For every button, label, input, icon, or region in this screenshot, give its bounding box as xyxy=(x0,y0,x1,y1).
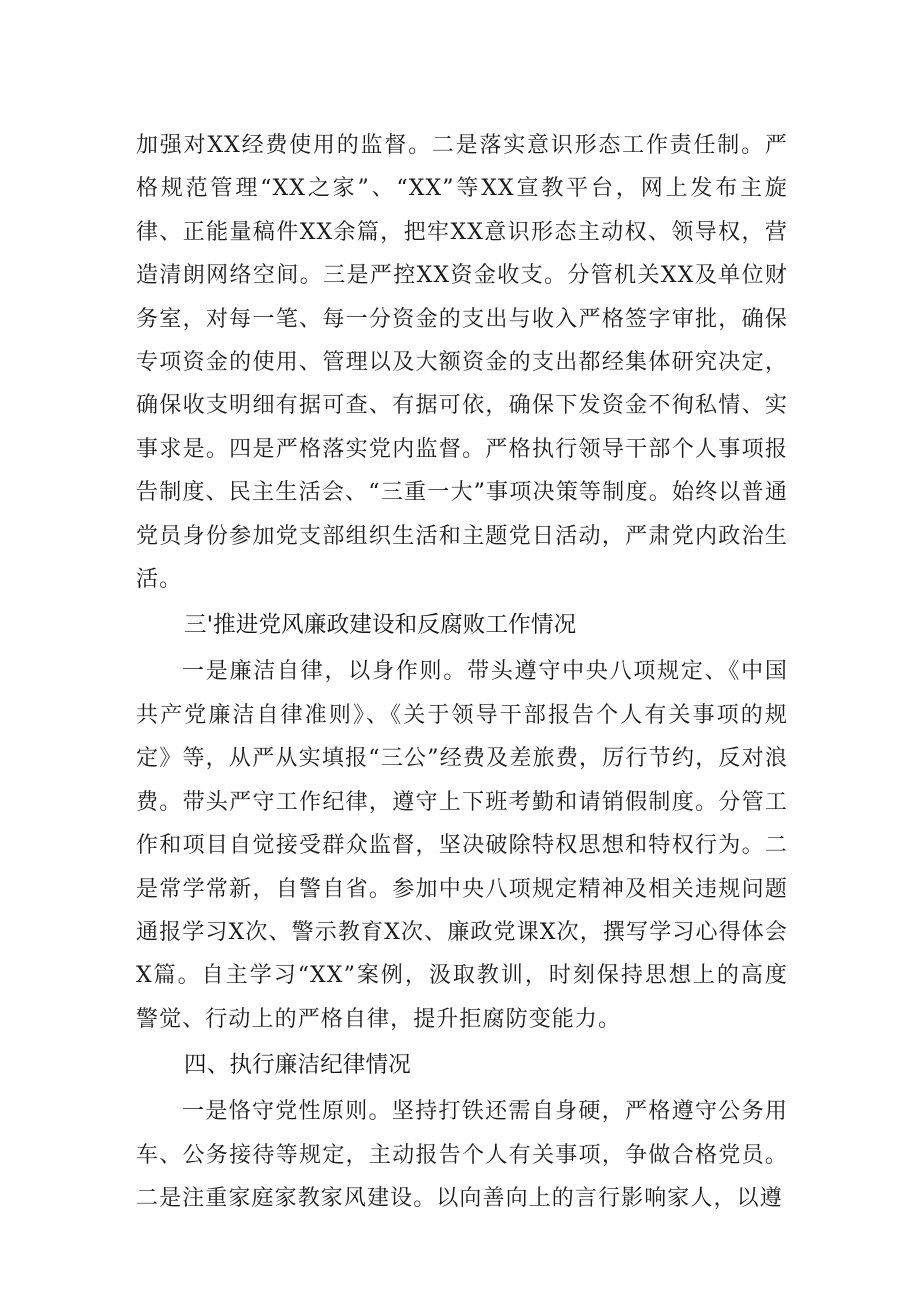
body-paragraph-1: 加强对XX经费使用的监督。二是落实意识形态工作责任制。严格规范管理“XX之家”、“XX”等XX宣教平台，网上发布主旋律、正能量稿件XX余篇，把牢XX意识形态主动权、领导权，营造清朗网络空间。三是严控XX资金收支。分管机关XX及单位财务室，对每一笔、每一分资金的支出与收入严格签字审批，确保专项资金的使用、管理以及大额资金的支出都经集体研究决定，确保收支明细有据可查、有据可依，确保下发资金不徇私情、实事求是。四是严格落实党内监督。严格执行领导干部个人事项报告制度、民主生活会、“三重一大”事项决策等制度。始终以普通党员身份参加党支部组织生活和主题党日活动，严肃党内政治生活。 xyxy=(136,133,788,593)
section-heading-4: 四、执行廉洁纪律情况 xyxy=(184,1052,412,1079)
document-body xyxy=(136,124,788,1220)
body-paragraph-2: 一是廉洁自律，以身作则。带头遵守中央八项规定、《中国共产党廉洁自律准则》、《关于领导干部报告个人有关事项的规定》等，从严从实填报“三公”经费及差旅费，厉行节约，反对浪费。带头严守工作纪律，遵守上下班考勤和请销假制度。分管工作和项目自觉接受群众监督，坚决破除特权思想和特权行为。二是常学常新，自警自省。参加中央八项规定精神及相关违规问题通报学习X次、警示教育X次、廉政党课X次，撰写学习心得体会X篇。自主学习“XX”案例，汲取教训，时刻保持思想上的高度警觉、行动上的严格自律，提升拒腐防变能力。 xyxy=(136,659,788,1032)
section-heading-3: 三'推进党风廉政建设和反腐败工作情况 xyxy=(184,612,577,639)
body-paragraph-3: 一是恪守党性原则。坚持打铁还需自身硬，严格遵守公务用车、公务接待等规定，主动报告个人有关事项，争做合格党员。二是注重家庭家教家风建设。以向善向上的言行影响家人，以遵 xyxy=(136,1099,788,1211)
